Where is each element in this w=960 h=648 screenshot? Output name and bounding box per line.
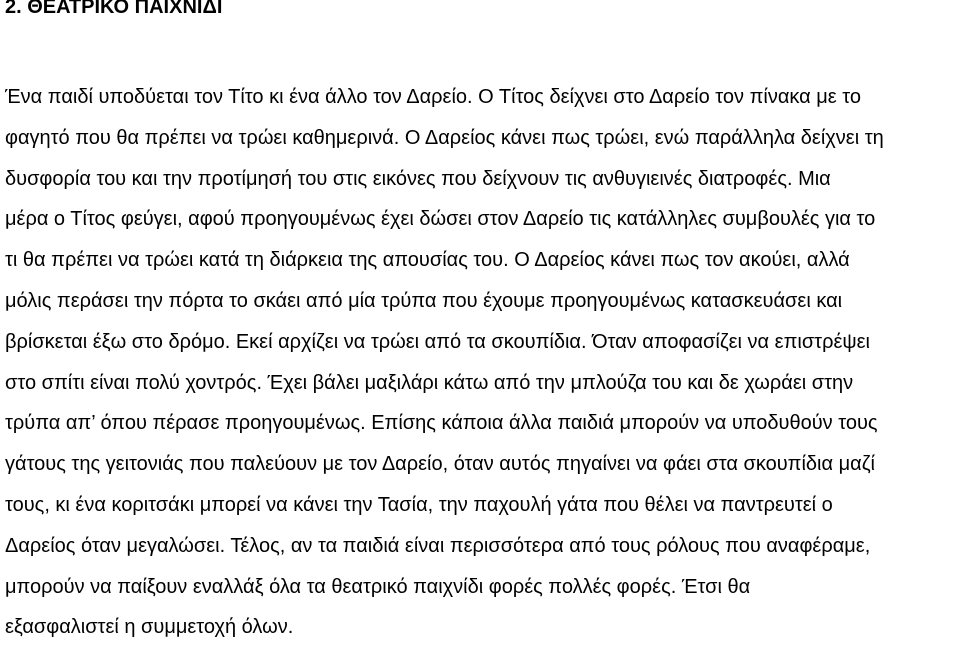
text-line: τρύπα απ’ όπου πέρασε προηγουμένως. Επίσης κάποια άλλα παιδιά μπορούν να υποδυθούν τους <box>5 412 878 435</box>
body-paragraph <box>5 77 955 648</box>
text-line: μπορούν να παίξουν εναλλάξ όλα τα θεατρικό παιχνίδι φορές πολλές φορές. Έτσι θα <box>5 575 751 598</box>
text-line: δυσφορία του και την προτίμησή του στις εικόνες που δείχνουν τις ανθυγιεινές διατροφές. Μια <box>5 167 831 190</box>
text-line: Ένα παιδί υποδύεται τον Τίτο κι ένα άλλο τον Δαρείο. Ο Τίτος δείχνει στο Δαρείο τον πίνακα με το <box>5 86 861 108</box>
text-line: στο σπίτι είναι πολύ χοντρός. Έχει βάλει μαξιλάρι κάτω από την μπλούζα του και δε χωράει στην <box>5 371 854 394</box>
section-heading: 2. ΘΕΑΤΡΙΚΟ ΠΑΙΧΝΙΔΙ <box>5 0 223 18</box>
text-line: Δαρείος όταν μεγαλώσει. Τέλος, αν τα παιδιά είναι περισσότερα από τους ρόλους που αναφέραμε, <box>5 534 871 557</box>
text-line: εξασφαλιστεί η συμμετοχή όλων. <box>5 616 294 639</box>
text-line: βρίσκεται έξω στο δρόμο. Εκεί αρχίζει να τρώει από τα σκουπίδια. Όταν αποφασίζει να επιστρέψει <box>5 330 870 353</box>
text-line: φαγητό που θα πρέπει να τρώει καθημερινά. Ο Δαρείος κάνει πως τρώει, ενώ παράλληλα δείχνει τη <box>5 126 884 149</box>
text-line: τους, κι ένα κοριτσάκι μπορεί να κάνει την Τασία, την παχουλή γάτα που θέλει να παντρευτεί ο <box>5 493 833 516</box>
text-line: μόλις περάσει την πόρτα το σκάει από μία τρύπα που έχουμε προηγουμένως κατασκευάσει και <box>5 289 843 312</box>
text-line: τι θα πρέπει να τρώει κατά τη διάρκεια της απουσίας του. Ο Δαρείος κάνει πως τον ακούει, αλλά <box>5 249 850 272</box>
text-line: μέρα ο Τίτος φεύγει, αφού προηγουμένως έχει δώσει στον Δαρείο τις κατάλληλες συμβουλές για το <box>5 208 876 231</box>
text-line: γάτους της γειτονιάς που παλεύουν με τον Δαρείο, όταν αυτός πηγαίνει να φάει στα σκουπίδια μαζί <box>5 453 875 476</box>
